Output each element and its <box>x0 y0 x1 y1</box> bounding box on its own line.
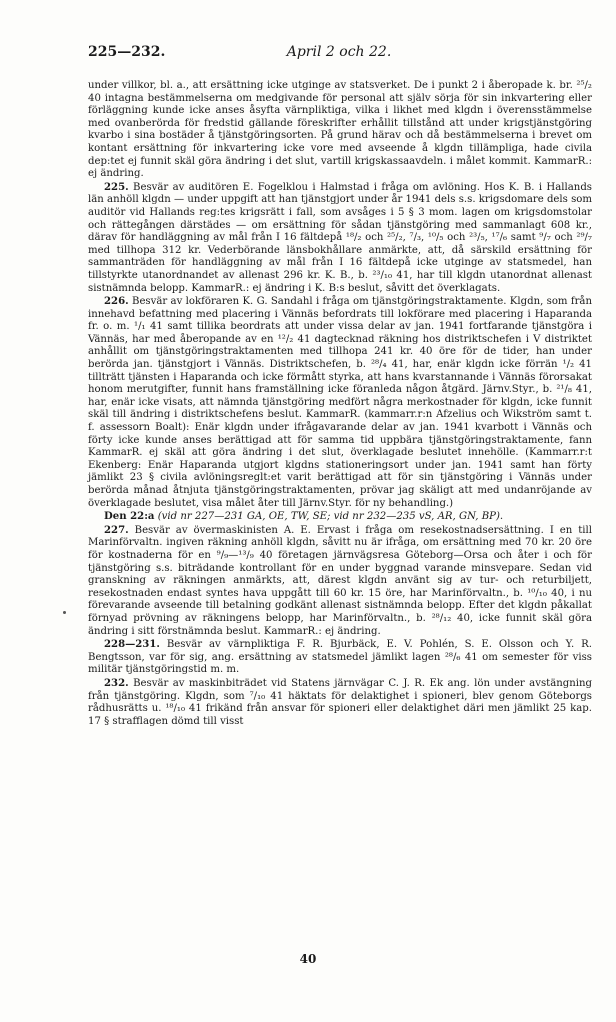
body-text <box>88 80 592 728</box>
running-header <box>88 44 590 66</box>
header-date: April 2 och 22. <box>286 44 392 60</box>
section-text: Besvär av värnpliktiga F. R. Bjurbäck, E. V. Pohlén, S. E. Olsson och Y. R. Bengtsson, var för sig, ang. ersättning av statsmedel jämlikt lagen ²⁸/₆ 41 om semester för viss militär tjänstgöringstid m. m. <box>88 639 592 676</box>
section-228-231 <box>88 638 592 677</box>
judges-list: (vid nr 227—231 GA, OE, TW, SE; vid nr 232—235 vS, AR, GN, BP). <box>157 511 504 523</box>
section-227 <box>88 524 592 638</box>
section-text: Besvär av lokföraren K. G. Sandahl i fråga om tjänstgöringstraktamente. Klgdn, som från innehavd befattning med placering i Vännäs befordrats till lokförare med placering i Haparanda fr. o. m. ¹/₁ 41 samt tillika beordrats att under vissa delar av jan. 1941 fortfarande tjänstgöra i Vännäs, har med åberopande av en ¹²/₂ 41 dagtecknad räkning hos distriktschefen i V distriktet anhållit om tjänstgöringstraktamenten med tillhopa 241 kr. 40 öre för de tider, han under berörda jan. tjänstgjort i Vännäs. Distriktschefen, b. ²⁸/₄ 41, har, enär klgdn icke förrän ¹/₂ 41 tillträtt tjänsten i Haparanda och icke förmått styrka, att hans kvarstannande i Vännäs förorsakat honom merutgifter, funnit hans framställning icke föranleda någon åtgärd. Järnv.Styr., b. ²¹/₈ 41, har, enär icke visats, att nämnda tjänstgöring medfört några merkostnader för klgdn, icke funnit skäl till ändring i distriktschefens beslut. KammarR. (kammarr.r:n Afzelius och Wikström samt t. f. assessorn Boalt): Enär klgdn under ifrågavarande delar av jan. 1941 kvarbott i Vännäs och förty icke kunde anses berättigad att för samma tid uppbära tjänstgöringstraktamente, fann KammarR. ej skäl att göra ändring i det slut, överklagade beslutet innehölle. (Kammarr.r:t Ekenberg: Enär Haparanda utgjort klgdns stationeringsort under jan. 1941 samt han förty jämlikt 23 § civila avlöningsreglt:et varit berättigad att för sin tjänstgöring i Vännäs under berörda månad åtnjuta tjänstgöringstraktamenten, prövar jag skäligt att med undanröjande av överklagade beslutet, visa målet åter till Järnv.Styr. för ny behandling.) <box>88 296 592 509</box>
section-text: Besvär av övermaskinisten A. E. Ervast i fråga om resekostnadsersättning. I en till Marinförvaltn. ingiven räkning anhöll klgdn, såvitt nu är ifråga, om ersättning med 70 kr. 20 öre för kostnaderna för en ⁹/₉—¹³/₉ 40 företagen järnvägsresa Göteborg—Orsa och åter i och för tjänstgöring s.s. biträdande kontrollant för en under byggnad varande minsvepare. Sedan vid granskning av räkningen anmärkts, att, därest klgdn använt sig av tur- och returbiljett, resekostnaden endast syntes hava uppgått till 60 kr. 15 öre, har Marinförvaltn., b. ¹⁰/₁₀ 40, i nu förevarande avseende till betalning godkänt allenast sistnämnda belopp. Efter det klgdn påkallat förnyad prövning av räkningens belopp, har Marinförvaltn., b. ²⁸/₁₂ 40, icke funnit skäl göra ändring i sitt förstnämnda beslut. KammarR.: ej ändring. <box>88 524 592 637</box>
section-number: 225. <box>104 180 129 193</box>
section-232 <box>88 677 592 728</box>
section-text: Besvär av maskinbiträdet vid Statens järnvägar C. J. R. Ek ang. lön under avstängning från tjänstgöring. Klgdn, som ⁷/₁₀ 41 häktats för delaktighet i spioneri, blev genom Göteborgs rådhusrätts u. ¹⁸/₁₀ 41 frikänd från ansvar för spioneri eller delaktighet däri men jämlikt 25 kap. 17 § strafflagen dömd till visst <box>88 677 593 727</box>
section-number: 232. <box>104 676 129 689</box>
day-label: Den 22:a <box>104 510 155 523</box>
page-number: 40 <box>299 952 317 966</box>
section-number: 228—231. <box>104 638 160 651</box>
intro-paragraph: under villkor, bl. a., att ersättning icke utginge av statsverket. De i punkt 2 i åberopade k. br. ²⁵/₂ 40 intagna bestämmelserna om medgivande för personal att själv sörja för sin inkvartering eller förläggning kunde icke anses åsyfta värnpliktiga, vilka i likhet med klgdn i överensstämmelse med ovanberörda för fredstid gällande föreskrifter erhållit tillstånd att under krigstjänstgöring kvarbo i sina bostäder å tjänstgöringsorten. På grund härav och då bestämmelserna i brevet om kontant ersättning för inkvartering icke vore med avseende å klgdn tillämpliga, hade civila dep:tet ej funnit skäl göra ändring i det slut, vartill krigskassaavdeln. i målet kommit. KammarR.: ej ändring. <box>88 80 592 180</box>
section-225 <box>88 181 592 295</box>
section-text: Besvär av auditören E. Fogelklou i Halmstad i fråga om avlöning. Hos K. B. i Hallands län anhöll klgdn — under uppgift att han tjänstgjort under år 1941 dels s.s. krigsdomare dels som auditör vid Hallands reg:tes krigsrätt i fall, som avsåges i 5 § 3 mom. lagen om krigsdomstolar och rättegången därstädes — om ersättning för sådan tjänstgöring med sammanlagt 608 kr., därav för handläggning av mål från I 16 fältdepå ¹⁸/₂ och ²⁵/₂, ⁷/₃, ¹⁰/₅ och ²³/₅, ¹⁷/₆ samt ⁹/₇ och ²⁹/₇ med tillhopa 312 kr. Vederbörande länsbokhållare anmärkte, att, då särskild ersättning för sammanträden för handläggning av mål från I 16 fältdepå icke utginge av statsmedel, han tillstyrkte utanordnandet av allenast 296 kr. K. B., b. ²³/₁₀ 41, har till klgdn utanordnat allenast sistnämnda belopp. KammarR.: ej ändring i K. B:s beslut, såvitt det överklagats. <box>88 181 592 294</box>
margin-mark <box>63 611 66 614</box>
date-subheading <box>88 510 592 524</box>
section-range: 225—232. <box>88 44 166 60</box>
section-number: 226. <box>104 295 129 308</box>
section-226 <box>88 295 592 510</box>
section-number: 227. <box>104 523 129 536</box>
